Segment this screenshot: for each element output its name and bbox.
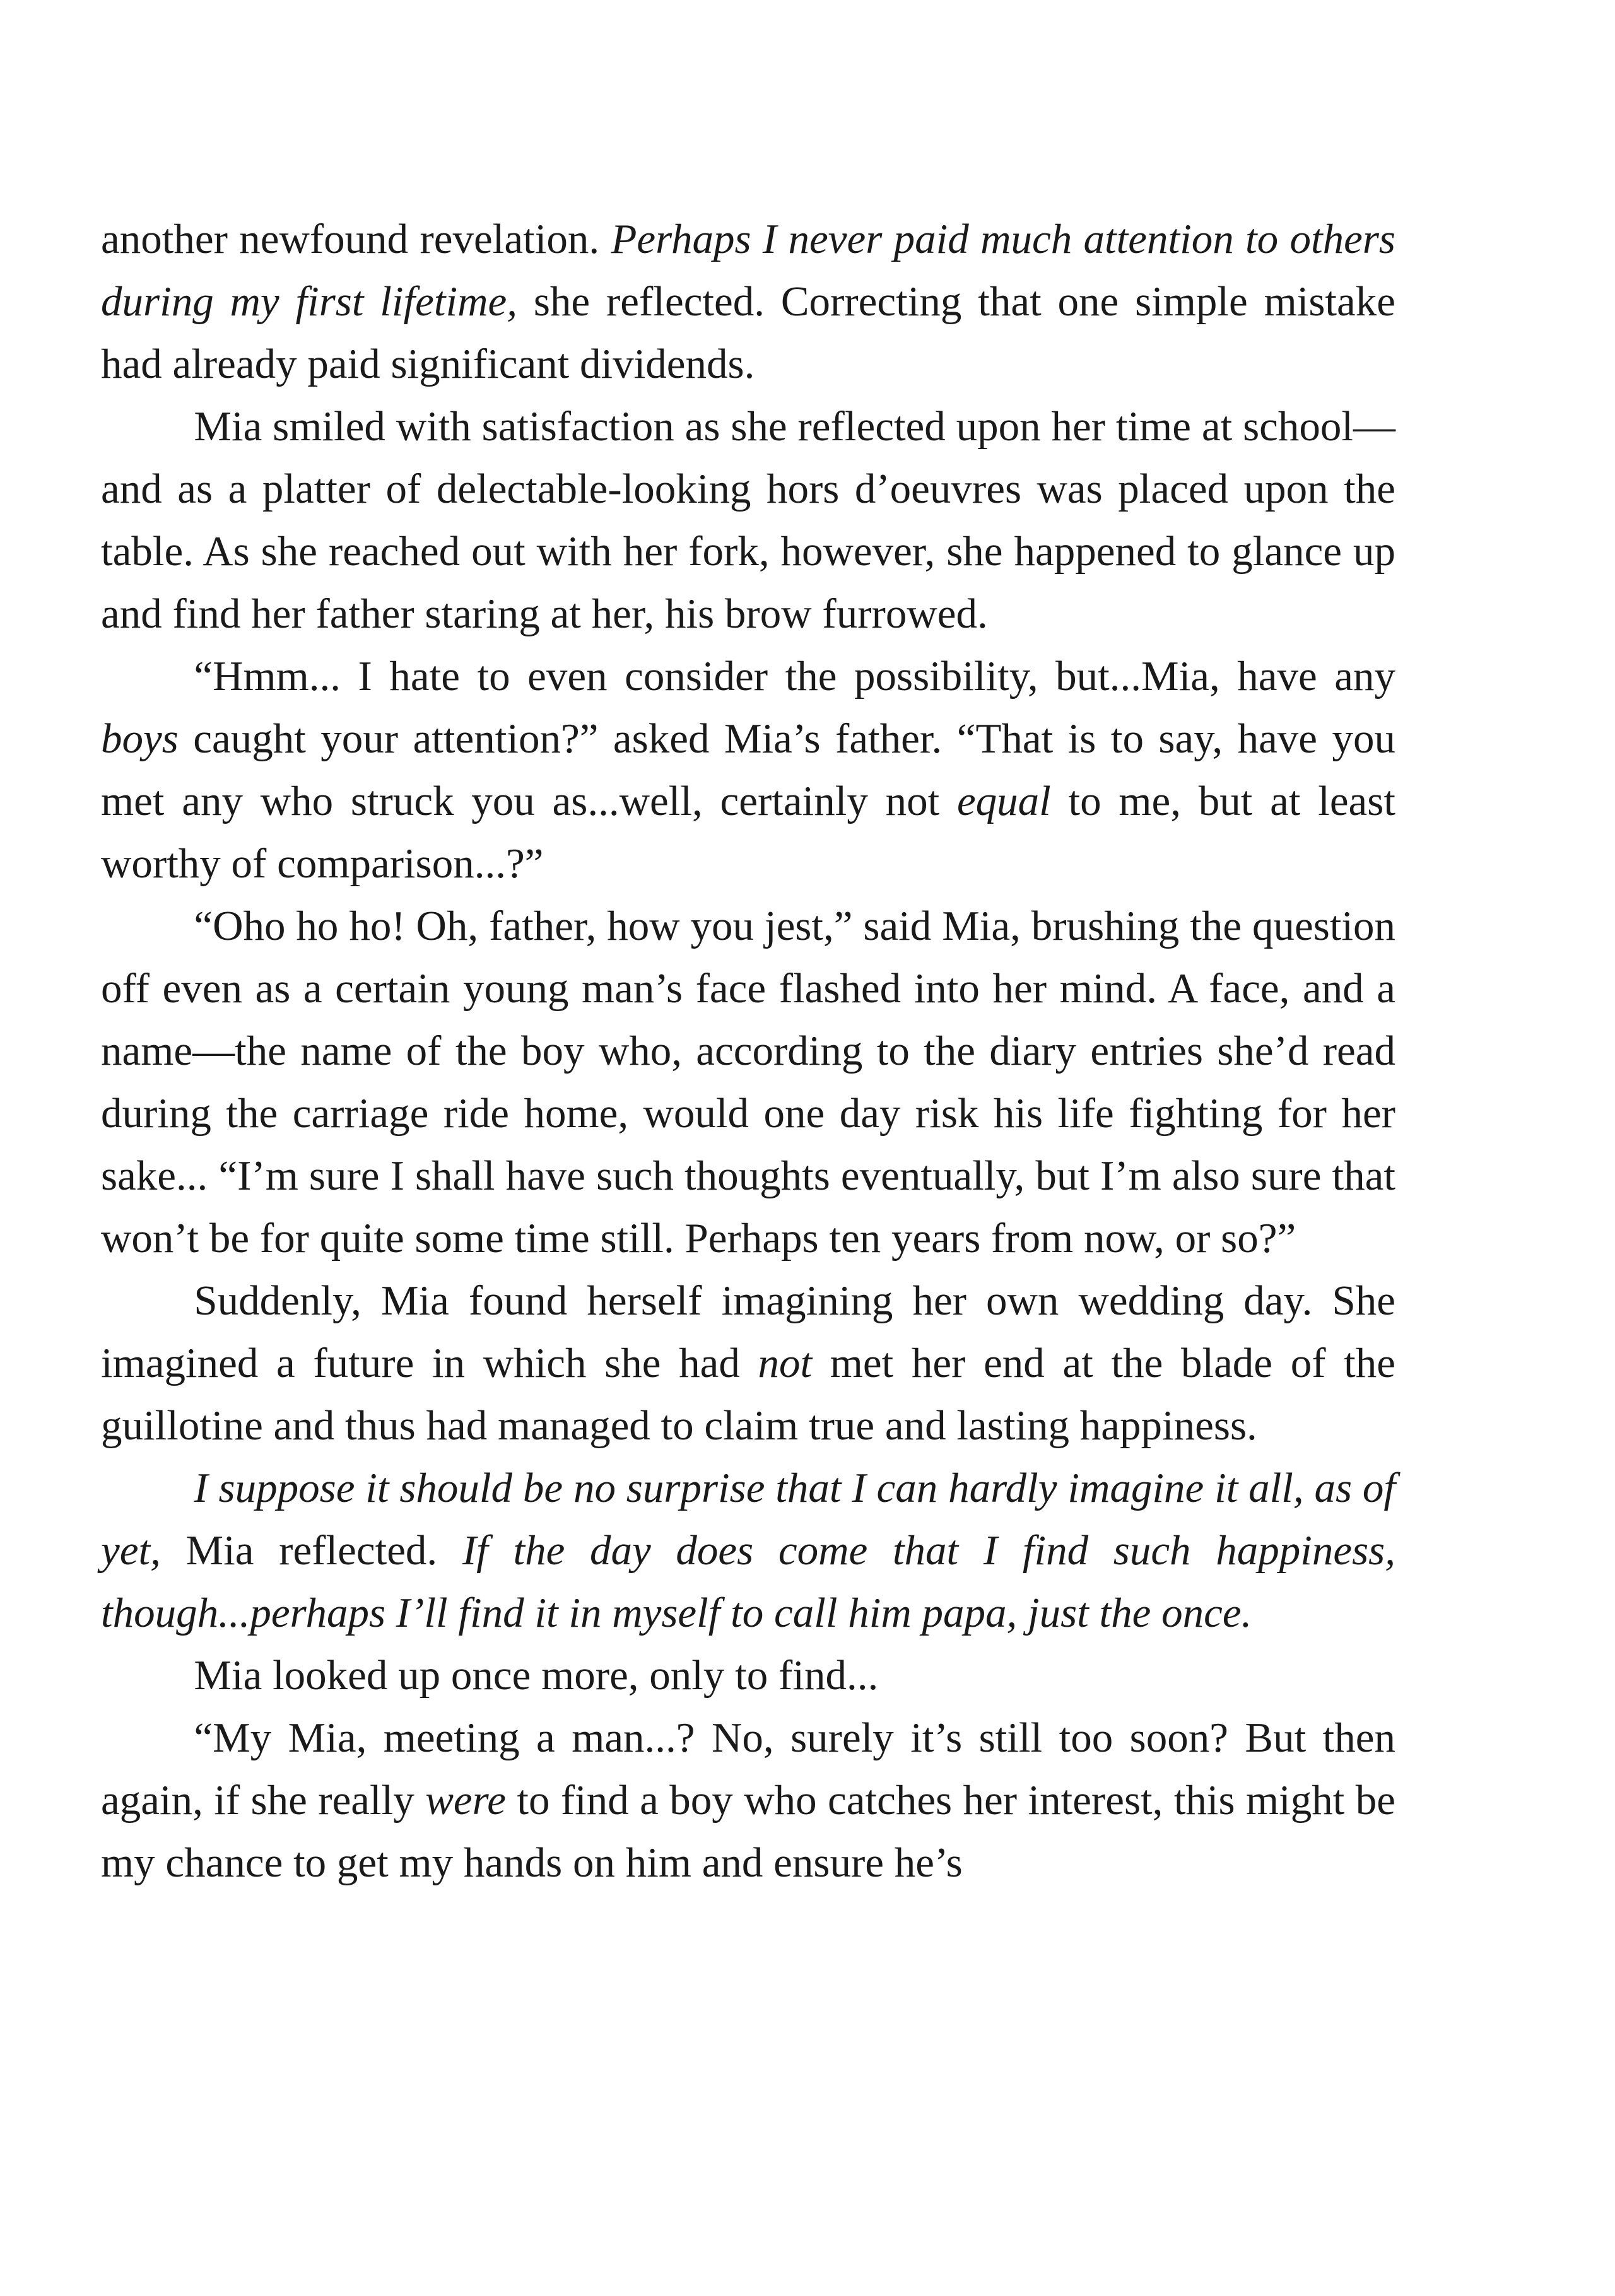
text-run: “Hmm... I hate to even consider the possibility, but...Mia, have any	[194, 653, 1395, 700]
paragraph	[101, 1707, 1395, 1894]
text-run: met her end at the blade of the guillotine and thus had managed to claim true and lasting happiness.	[101, 1340, 1396, 1449]
text-run: “My Mia, meeting a man...? No, surely it’s still too soon? But then again, if she really	[101, 1714, 1395, 1824]
italic-text-run: I suppose it should be no surprise that I can hardly imagine it all, as of yet,	[101, 1465, 1395, 1574]
text-run: caught your attention?” asked Mia’s father. “That is to say, have you met any who struck you as...well, certainly not	[101, 715, 1395, 824]
italic-text-run: were	[425, 1777, 506, 1824]
text-run: Mia reflected.	[160, 1527, 462, 1574]
italic-text-run: not	[758, 1340, 813, 1386]
text-run: to me, but at least worthy of comparison...?”	[101, 778, 1395, 887]
paragraph	[101, 395, 1395, 645]
text-run: she reflected. Correcting that one simple mistake had already paid significant dividends.	[101, 278, 1395, 387]
text-run: another newfound revelation.	[101, 216, 611, 262]
paragraph	[101, 208, 1395, 395]
italic-text-run: boys	[101, 715, 179, 762]
italic-text-run: Perhaps I never paid much attention to others during my first lifetime,	[101, 216, 1395, 325]
paragraph	[101, 895, 1395, 1270]
paragraph	[101, 1457, 1395, 1644]
text-run: Mia smiled with satisfaction as she reflected upon her time at school—and as a platter of delectable-looking hors d’oeuvres was placed upon the table. As she reached out with her fork, however, she happened to glance up and find her father staring at her, his brow furrowed.	[101, 403, 1395, 637]
text-run: Mia looked up once more, only to find...	[194, 1652, 879, 1699]
text-run: Suddenly, Mia found herself imagining her own wedding day. She imagined a future in which she had	[101, 1277, 1395, 1386]
italic-text-run: equal	[956, 778, 1051, 824]
italic-text-run: If the day does come that I find such happiness, though...perhaps I’ll find it in myself to call him papa, just the once.	[101, 1527, 1395, 1636]
text-run: to find a boy who catches her interest, this might be my chance to get my hands on him and ensure he’s	[101, 1777, 1395, 1886]
body-text	[101, 208, 1395, 1894]
paragraph	[101, 645, 1395, 895]
paragraph	[101, 1270, 1395, 1457]
paragraph	[101, 1644, 1395, 1707]
text-run: “Oho ho ho! Oh, father, how you jest,” said Mia, brushing the question off even as a certain young man’s face flashed into her mind. A face, and a name—the name of the boy who, according to the diary entries she’d read during the carriage ride home, would one day risk his life fighting for her sake... “I’m sure I shall have such thoughts eventually, but I’m also sure that won’t be for quite some time still. Perhaps ten years from now, or so?”	[101, 903, 1395, 1262]
